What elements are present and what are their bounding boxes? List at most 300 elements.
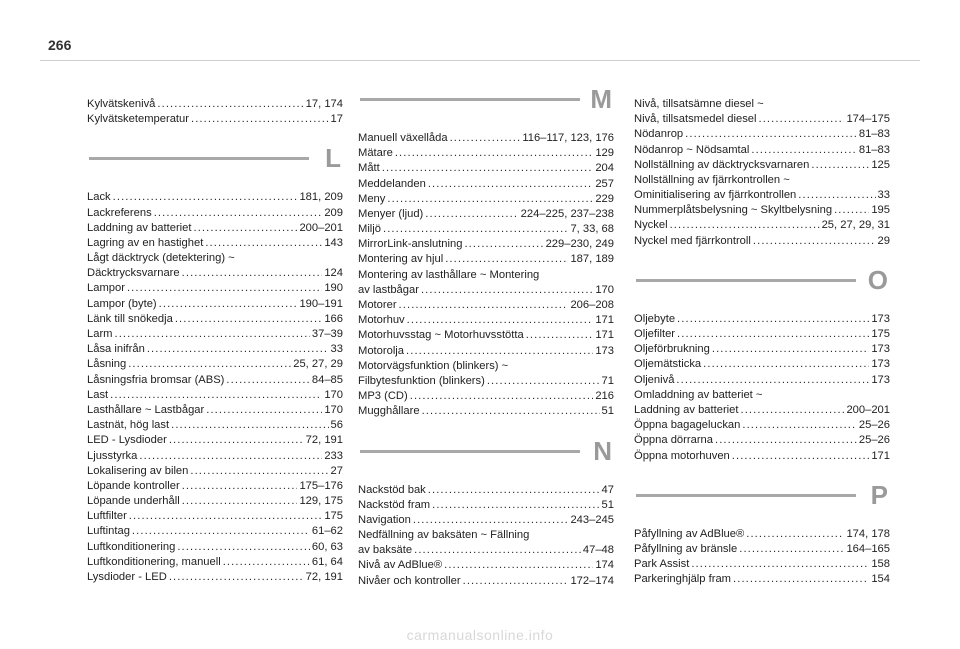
entry-term: Ljusstyrka xyxy=(87,449,138,462)
entry-page-ref: 170 xyxy=(595,283,614,296)
entry-term: Öppna bagageluckan xyxy=(634,419,741,432)
index-entry xyxy=(634,127,890,142)
entry-term: LED - Lysdioder xyxy=(87,434,167,447)
dot-leader xyxy=(387,192,593,207)
entry-page-ref: 33 xyxy=(330,343,343,356)
index-entry xyxy=(87,449,343,464)
entry-term: Motorvägsfunktion (blinkers) ~ xyxy=(358,359,509,372)
section-divider xyxy=(636,494,856,497)
entry-term: Lasthållare ~ Lastbågar xyxy=(87,403,205,416)
index-entry xyxy=(634,388,890,403)
entry-term: Låsa inifrån xyxy=(87,343,145,356)
index-entry xyxy=(358,559,614,574)
entry-term: Motorer xyxy=(358,299,397,312)
index-entry xyxy=(358,374,614,389)
index-entry xyxy=(358,328,614,343)
dot-leader xyxy=(399,298,569,313)
dot-leader xyxy=(732,449,870,464)
index-entry xyxy=(634,158,890,173)
index-entry xyxy=(634,357,890,372)
entry-term: Nackstöd bak xyxy=(358,483,426,496)
dot-leader xyxy=(751,143,857,158)
index-entry xyxy=(87,312,343,327)
entry-term: av baksäte xyxy=(358,544,413,557)
section-header xyxy=(358,436,614,479)
entry-term: MP3 (CD) xyxy=(358,390,408,403)
dot-leader xyxy=(414,543,581,558)
index-entry xyxy=(87,190,343,205)
entry-page-ref: 171 xyxy=(595,329,614,342)
entry-page-ref: 17 xyxy=(330,113,343,126)
dot-leader xyxy=(175,312,323,327)
entry-term: Montering av hjul xyxy=(358,253,444,266)
entry-page-ref: 25, 27, 29, 31 xyxy=(821,219,890,232)
index-entry xyxy=(87,97,343,112)
entry-page-ref: 17, 174 xyxy=(305,97,343,110)
entry-page-ref: 200–201 xyxy=(846,403,890,416)
index-entry xyxy=(358,389,614,404)
index-entry xyxy=(358,483,614,498)
entry-term: Lagring av en hastighet xyxy=(87,236,204,249)
dot-leader xyxy=(132,524,310,539)
entry-term: Nödanrop xyxy=(634,128,684,141)
entry-term: Nummerplåtsbelysning ~ Skyltbelysning xyxy=(634,204,833,217)
entry-page-ref: 229–230, 249 xyxy=(545,238,614,251)
entry-page-ref: 154 xyxy=(871,573,890,586)
dot-leader xyxy=(759,112,845,127)
entry-term: Oljenivå xyxy=(634,373,675,386)
index-entry xyxy=(87,540,343,555)
dot-leader xyxy=(421,283,593,298)
section-letter: L xyxy=(325,143,341,174)
entry-page-ref: 143 xyxy=(324,236,343,249)
dot-leader xyxy=(691,557,869,572)
dot-leader xyxy=(407,313,594,328)
index-entry xyxy=(87,221,343,236)
entry-page-ref: 187, 189 xyxy=(570,253,614,266)
index-entry xyxy=(358,513,614,528)
entry-page-ref: 158 xyxy=(871,558,890,571)
index-entry xyxy=(634,203,890,218)
dot-leader xyxy=(182,266,323,281)
entry-term: Lågt däcktryck (detektering) ~ xyxy=(87,252,235,265)
entry-term: Nollställning av däcktrycksvarnaren xyxy=(634,158,810,171)
entry-term: Motorhuvsstag ~ Motorhuvsstötta xyxy=(358,329,524,342)
index-entry xyxy=(87,373,343,388)
entry-page-ref: 173 xyxy=(871,373,890,386)
entry-term: Mugghållare xyxy=(358,405,420,418)
dot-leader xyxy=(139,449,322,464)
section-letter: P xyxy=(870,479,888,510)
entry-term: Nyckel med fjärrkontroll xyxy=(634,234,751,247)
dot-leader xyxy=(834,203,869,218)
entry-page-ref: 56 xyxy=(330,419,343,432)
dot-leader xyxy=(432,498,599,513)
index-entry xyxy=(634,342,890,357)
index-entry xyxy=(358,207,614,222)
index-entry xyxy=(358,313,614,328)
index-entry xyxy=(87,282,343,297)
entry-term: Oljebyte xyxy=(634,312,676,325)
entry-page-ref: 209 xyxy=(324,206,343,219)
entry-page-ref: 171 xyxy=(595,314,614,327)
index-entry xyxy=(87,479,343,494)
entry-term: Länk till snökedja xyxy=(87,312,173,325)
index-entry xyxy=(634,527,890,542)
entry-page-ref: 175–176 xyxy=(299,479,343,492)
index-entry xyxy=(87,357,343,372)
index-entry xyxy=(358,404,614,419)
index-entry xyxy=(634,112,890,127)
entry-page-ref: 243–245 xyxy=(570,513,614,526)
index-entry xyxy=(358,283,614,298)
dot-leader xyxy=(487,374,600,389)
entry-page-ref: 124 xyxy=(324,267,343,280)
dot-leader xyxy=(194,221,298,236)
entry-term: Påfyllning av bränsle xyxy=(634,542,738,555)
entry-term: Laddning av batteriet xyxy=(634,403,739,416)
entry-page-ref: 164–165 xyxy=(846,542,890,555)
entry-page-ref: 47 xyxy=(601,483,614,496)
entry-term: Laddning av batteriet xyxy=(87,221,192,234)
entry-term: Lackreferens xyxy=(87,206,152,219)
index-entry xyxy=(634,97,890,112)
entry-term: Ominitialisering av fjärrkontrollen xyxy=(634,189,797,202)
dot-leader xyxy=(410,389,594,404)
index-entry xyxy=(358,237,614,252)
dot-leader xyxy=(677,327,869,342)
dot-leader xyxy=(128,357,291,372)
dot-leader xyxy=(129,509,323,524)
dot-leader xyxy=(742,418,857,433)
entry-page-ref: 175 xyxy=(871,328,890,341)
dot-leader xyxy=(147,342,329,357)
entry-term: Låsningsfria bromsar (ABS) xyxy=(87,373,225,386)
index-entry xyxy=(87,342,343,357)
footer-watermark: carmanualsonline.info xyxy=(406,627,554,643)
index-entry xyxy=(87,494,343,509)
entry-term: Däcktrycksvarnare xyxy=(87,267,180,280)
entry-term: Nackstöd fram xyxy=(358,498,431,511)
entry-term: Lack xyxy=(87,191,111,204)
entry-page-ref: 129, 175 xyxy=(299,495,343,508)
entry-page-ref: 224–225, 237–238 xyxy=(520,207,614,220)
index-entry xyxy=(87,509,343,524)
section-letter: O xyxy=(867,264,888,295)
dot-leader xyxy=(733,572,869,587)
index-entry xyxy=(87,236,343,251)
entry-page-ref: 174–175 xyxy=(846,113,890,126)
entry-page-ref: 229 xyxy=(595,192,614,205)
dot-leader xyxy=(177,540,310,555)
entry-term: Last xyxy=(87,388,109,401)
entry-page-ref: 173 xyxy=(871,312,890,325)
dot-leader xyxy=(428,483,600,498)
index-entry xyxy=(358,192,614,207)
index-entry xyxy=(87,112,343,127)
index-entry xyxy=(87,433,343,448)
entry-page-ref: 170 xyxy=(324,388,343,401)
entry-page-ref: 71 xyxy=(601,374,614,387)
entry-page-ref: 172–174 xyxy=(570,574,614,587)
index-entry xyxy=(358,222,614,237)
entry-term: Lampor xyxy=(87,282,125,295)
section-divider xyxy=(89,157,309,160)
entry-term: Menyer (ljud) xyxy=(358,207,424,220)
entry-page-ref: 72, 191 xyxy=(305,571,343,584)
dot-leader xyxy=(182,494,298,509)
entry-page-ref: 174, 178 xyxy=(846,527,890,540)
index-entry xyxy=(87,570,343,585)
entry-page-ref: 216 xyxy=(595,390,614,403)
entry-term: Oljeförbrukning xyxy=(634,343,710,356)
header-divider xyxy=(40,60,920,61)
entry-term: Filbytesfunktion (blinkers) xyxy=(358,374,485,387)
dot-leader xyxy=(677,312,869,327)
dot-leader xyxy=(685,127,857,142)
dot-leader xyxy=(463,574,569,589)
section-divider xyxy=(636,279,856,282)
dot-leader xyxy=(445,252,568,267)
index-entry xyxy=(634,572,890,587)
entry-term: Öppna dörrarna xyxy=(634,434,713,447)
index-entry xyxy=(358,268,614,283)
entry-term: Lampor (byte) xyxy=(87,297,157,310)
dot-leader xyxy=(154,206,323,221)
dot-leader xyxy=(190,464,328,479)
index-entry xyxy=(87,418,343,433)
index-entry xyxy=(358,298,614,313)
section-header xyxy=(87,143,343,186)
entry-term: Luftkonditionering, manuell xyxy=(87,555,221,568)
index-entry xyxy=(634,449,890,464)
entry-page-ref: 27 xyxy=(330,464,343,477)
dot-leader xyxy=(670,218,820,233)
entry-page-ref: 61–62 xyxy=(311,525,343,538)
index-entry xyxy=(87,525,343,540)
entry-page-ref: 129 xyxy=(595,147,614,160)
dot-leader xyxy=(127,281,322,296)
dot-leader xyxy=(526,328,594,343)
entry-page-ref: 72, 191 xyxy=(305,434,343,447)
dot-leader xyxy=(746,527,844,542)
entry-page-ref: 175 xyxy=(324,510,343,523)
dot-leader xyxy=(191,112,329,127)
index-entry xyxy=(87,266,343,281)
index-entry xyxy=(358,543,614,558)
index-entry xyxy=(358,528,614,543)
entry-term: Lokalisering av bilen xyxy=(87,464,189,477)
dot-leader xyxy=(425,207,518,222)
index-entry xyxy=(358,177,614,192)
entry-term: Lysdioder - LED xyxy=(87,571,167,584)
entry-page-ref: 61, 64 xyxy=(311,555,343,568)
entry-page-ref: 29 xyxy=(877,234,890,247)
entry-term: Lastnät, hög last xyxy=(87,419,170,432)
entry-term: Öppna motorhuven xyxy=(634,449,730,462)
entry-page-ref: 166 xyxy=(324,312,343,325)
dot-leader xyxy=(159,297,298,312)
entry-term: Nedfällning av baksäten ~ Fällning xyxy=(358,529,530,542)
dot-leader xyxy=(169,570,304,585)
entry-term: Nivå av AdBlue® xyxy=(358,559,443,572)
index-entry xyxy=(87,206,343,221)
dot-leader xyxy=(741,403,845,418)
entry-page-ref: 173 xyxy=(871,358,890,371)
index-entry xyxy=(87,403,343,418)
entry-term: Kylvätskenivå xyxy=(87,97,156,110)
entry-page-ref: 37–39 xyxy=(311,328,343,341)
entry-page-ref: 51 xyxy=(601,405,614,418)
entry-page-ref: 81–83 xyxy=(858,128,890,141)
index-entry xyxy=(358,359,614,374)
entry-term: Kylvätsketemperatur xyxy=(87,113,189,126)
entry-term: Nödanrop ~ Nödsamtal xyxy=(634,143,750,156)
index-entry xyxy=(634,173,890,188)
index-entry xyxy=(358,574,614,589)
index-entry xyxy=(358,344,614,359)
entry-term: Meddelanden xyxy=(358,177,426,190)
index-entry xyxy=(358,131,614,146)
entry-page-ref: 84–85 xyxy=(311,373,343,386)
entry-term: Meny xyxy=(358,192,386,205)
entry-term: Oljefilter xyxy=(634,328,676,341)
entry-page-ref: 173 xyxy=(871,343,890,356)
dot-leader xyxy=(113,190,298,205)
index-column-1 xyxy=(87,97,343,585)
entry-term: MirrorLink-anslutning xyxy=(358,238,463,251)
dot-leader xyxy=(444,558,593,573)
entry-page-ref: 206–208 xyxy=(570,299,614,312)
entry-page-ref: 190 xyxy=(324,282,343,295)
entry-page-ref: 171 xyxy=(871,449,890,462)
index-entry xyxy=(634,373,890,388)
dot-leader xyxy=(182,479,298,494)
dot-leader xyxy=(811,158,869,173)
dot-leader xyxy=(739,542,844,557)
index-entry xyxy=(358,161,614,176)
entry-term: Miljö xyxy=(358,223,381,236)
entry-page-ref: 125 xyxy=(871,158,890,171)
index-entry xyxy=(634,327,890,342)
dot-leader xyxy=(406,344,593,359)
dot-leader xyxy=(715,433,857,448)
dot-leader xyxy=(798,188,875,203)
entry-term: Mått xyxy=(358,162,380,175)
index-entry xyxy=(634,312,890,327)
entry-term: Luftkonditionering xyxy=(87,540,176,553)
dot-leader xyxy=(450,131,521,146)
entry-page-ref: 81–83 xyxy=(858,143,890,156)
entry-term: Manuell växellåda xyxy=(358,131,448,144)
index-entry xyxy=(87,327,343,342)
entry-term: Park Assist xyxy=(634,558,690,571)
entry-page-ref: 181, 209 xyxy=(299,191,343,204)
entry-page-ref: 170 xyxy=(324,403,343,416)
dot-leader xyxy=(115,327,310,342)
entry-page-ref: 47–48 xyxy=(582,544,614,557)
entry-page-ref: 174 xyxy=(595,559,614,572)
dot-leader xyxy=(383,222,568,237)
index-entry xyxy=(634,403,890,418)
entry-page-ref: 190–191 xyxy=(299,297,343,310)
dot-leader xyxy=(382,161,594,176)
index-entry xyxy=(358,498,614,513)
dot-leader xyxy=(226,373,309,388)
entry-page-ref: 7, 33, 68 xyxy=(570,223,614,236)
entry-term: Löpande kontroller xyxy=(87,479,180,492)
dot-leader xyxy=(428,177,594,192)
index-entry xyxy=(634,219,890,234)
dot-leader xyxy=(171,418,328,433)
index-entry xyxy=(634,542,890,557)
entry-term: Nivå, tillsatsämne diesel ~ xyxy=(634,97,764,110)
dot-leader xyxy=(676,373,869,388)
entry-term: Larm xyxy=(87,328,113,341)
dot-leader xyxy=(703,357,869,372)
entry-page-ref: 33 xyxy=(877,189,890,202)
dot-leader xyxy=(206,403,322,418)
dot-leader xyxy=(712,342,869,357)
entry-term: Luftfilter xyxy=(87,510,127,523)
index-entry xyxy=(87,464,343,479)
entry-term: Omladdning av batteriet ~ xyxy=(634,388,763,401)
entry-term: Påfyllning av AdBlue® xyxy=(634,527,745,540)
index-entry xyxy=(634,418,890,433)
entry-term: Montering av lasthållare ~ Montering xyxy=(358,268,540,281)
dot-leader xyxy=(223,555,310,570)
entry-page-ref: 25–26 xyxy=(858,419,890,432)
entry-term: Nollställning av fjärrkontrollen ~ xyxy=(634,173,790,186)
section-divider xyxy=(360,450,580,453)
entry-page-ref: 51 xyxy=(601,498,614,511)
entry-page-ref: 204 xyxy=(595,162,614,175)
entry-term: Motorhuv xyxy=(358,314,405,327)
index-entry xyxy=(87,555,343,570)
entry-page-ref: 25–26 xyxy=(858,434,890,447)
index-entry xyxy=(87,297,343,312)
dot-leader xyxy=(422,404,600,419)
entry-term: Nivåer och kontroller xyxy=(358,574,461,587)
index-entry xyxy=(634,433,890,448)
index-column-2 xyxy=(358,84,614,589)
section-header xyxy=(358,84,614,127)
dot-leader xyxy=(169,433,304,448)
entry-page-ref: 116–117, 123, 176 xyxy=(522,131,614,144)
entry-page-ref: 233 xyxy=(324,449,343,462)
index-entry xyxy=(634,143,890,158)
entry-term: Oljemätsticka xyxy=(634,358,702,371)
entry-page-ref: 200–201 xyxy=(299,221,343,234)
section-letter: N xyxy=(593,435,612,466)
dot-leader xyxy=(413,513,569,528)
entry-term: Navigation xyxy=(358,513,411,526)
entry-term: Nivå, tillsatsmedel diesel xyxy=(634,113,757,126)
index-entry xyxy=(634,557,890,572)
dot-leader xyxy=(395,146,594,161)
index-entry xyxy=(358,253,614,268)
index-column-3 xyxy=(634,97,890,588)
entry-page-ref: 195 xyxy=(871,204,890,217)
dot-leader xyxy=(464,237,543,252)
entry-page-ref: 60, 63 xyxy=(311,540,343,553)
entry-term: Luftintag xyxy=(87,525,130,538)
section-divider xyxy=(360,98,580,101)
entry-page-ref: 25, 27, 29 xyxy=(293,358,343,371)
section-letter: M xyxy=(590,84,612,114)
dot-leader xyxy=(753,234,876,249)
index-entry xyxy=(87,388,343,403)
